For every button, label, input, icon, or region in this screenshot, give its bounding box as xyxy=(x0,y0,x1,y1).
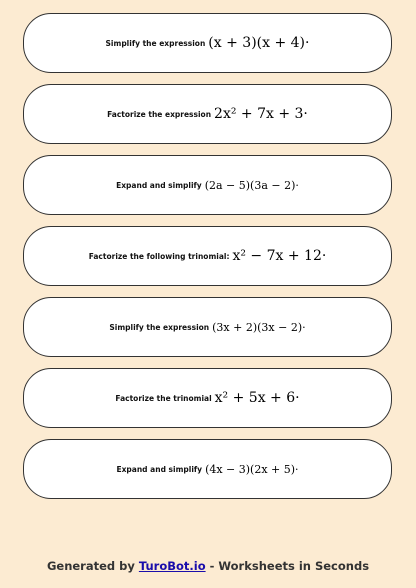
problem-label: Simplify the expression xyxy=(105,38,206,48)
problem-card-3 xyxy=(23,155,392,215)
problem-math: x² − 7x + 12· xyxy=(232,248,327,264)
problem-math: (4x − 3)(2x + 5)· xyxy=(205,462,299,476)
problem-label: Factorize the expression xyxy=(107,109,212,119)
footer-prefix: Generated by xyxy=(46,559,139,573)
problem-card-1 xyxy=(23,13,392,73)
problem-card-4 xyxy=(23,226,392,286)
problem-card-7 xyxy=(23,439,392,499)
problem-math: (x + 3)(x + 4)· xyxy=(208,35,310,51)
problem-card-2 xyxy=(23,84,392,144)
problem-card-6 xyxy=(23,368,392,428)
problem-label: Simplify the expression xyxy=(109,322,210,332)
problem-label: Factorize the trinomial xyxy=(115,393,212,403)
problem-math: (3x + 2)(3x − 2)· xyxy=(212,320,306,334)
turobot-link[interactable]: TuroBot.io xyxy=(138,559,206,573)
footer xyxy=(0,559,416,573)
problem-label: Expand and simplify xyxy=(116,464,203,474)
problem-math: (2a − 5)(3a − 2)· xyxy=(204,178,299,192)
problem-label: Factorize the following trinomial: xyxy=(88,251,230,261)
problem-math: x² + 5x + 6· xyxy=(214,390,300,406)
footer-suffix: - Worksheets in Seconds xyxy=(205,559,370,573)
problem-list xyxy=(23,13,392,510)
problem-card-5 xyxy=(23,297,392,357)
problem-label: Expand and simplify xyxy=(116,180,202,190)
problem-math: 2x² + 7x + 3· xyxy=(214,106,308,122)
